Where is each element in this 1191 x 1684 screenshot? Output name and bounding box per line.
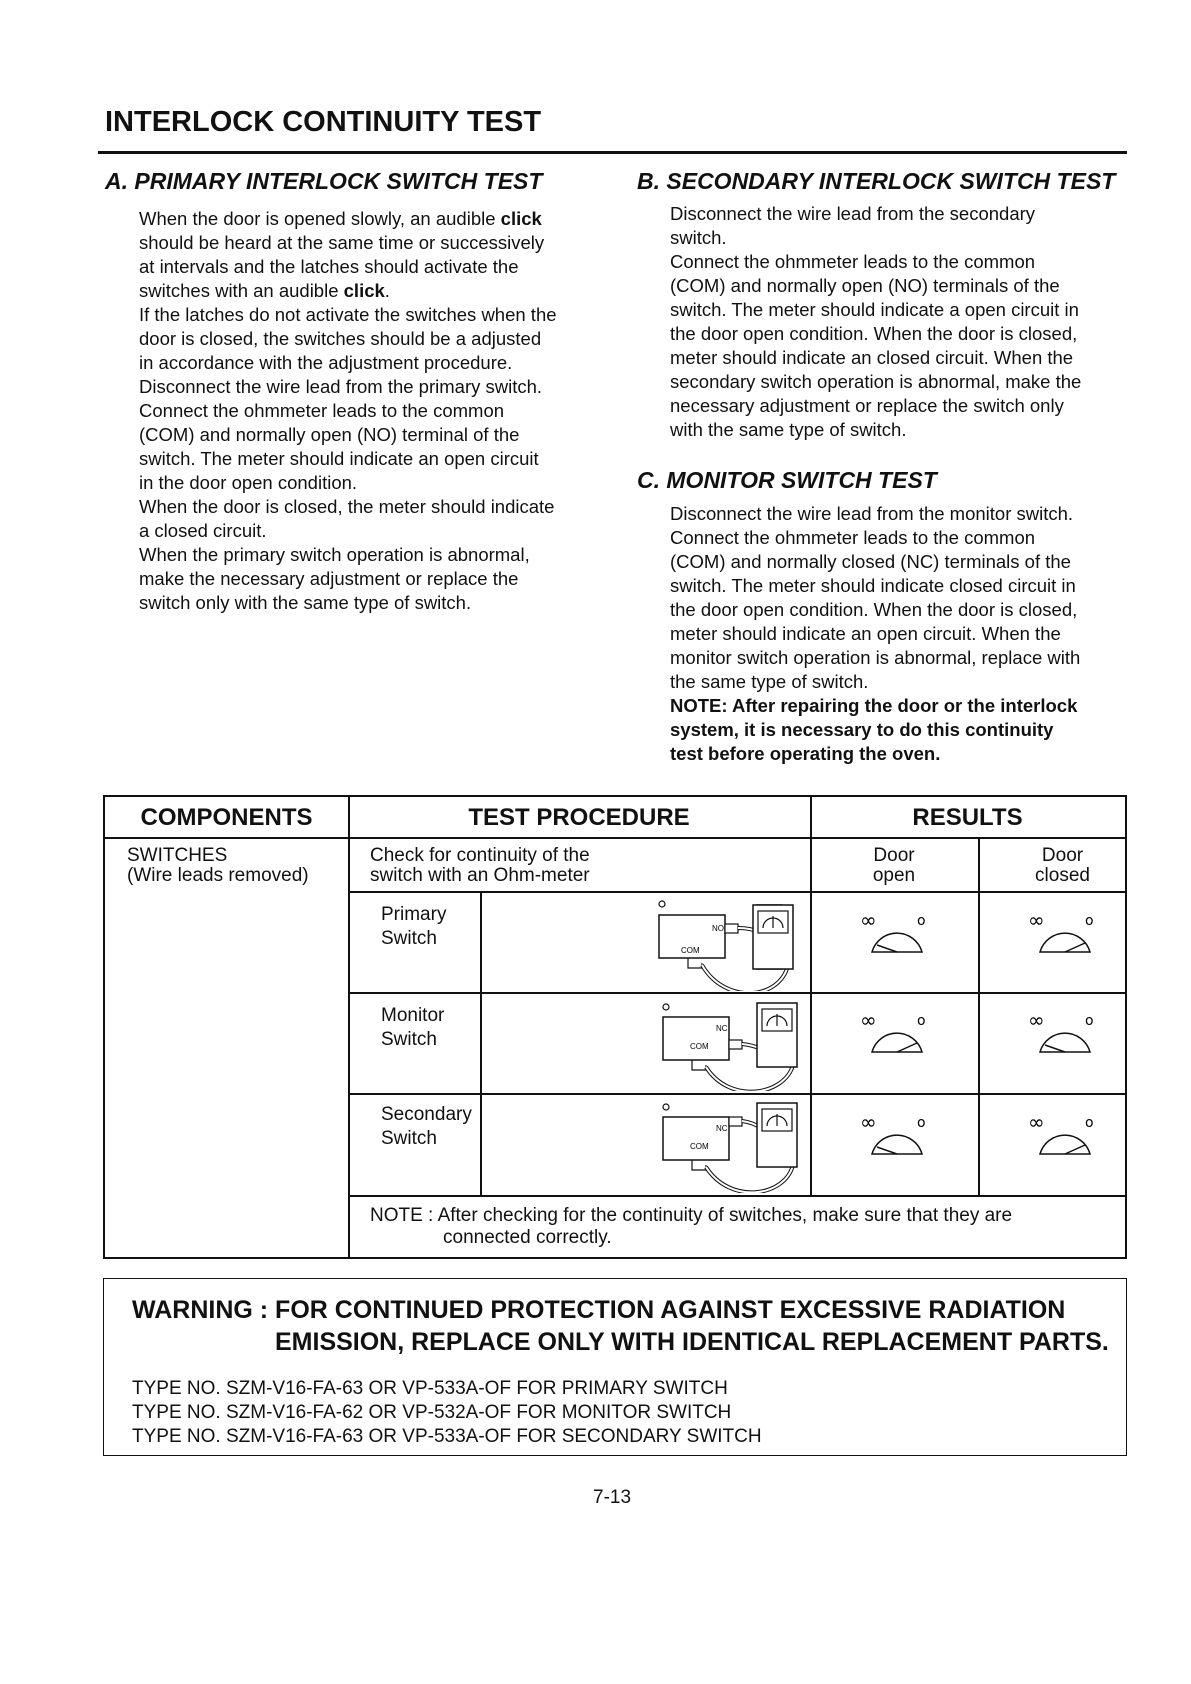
row-label-primary: Primary Switch (381, 904, 447, 949)
terminal-label: NO (712, 924, 724, 933)
com-label: COM (690, 1042, 709, 1051)
zero-label: o (917, 913, 926, 929)
page-number: 7-13 (593, 1487, 632, 1508)
section-c-line: Disconnect the wire lead from the monitor switch. (670, 503, 1074, 524)
section-a-line: switch. The meter should indicate an open circuit (139, 448, 539, 469)
terminal-label: NC (716, 1124, 728, 1133)
header-components: COMPONENTS (140, 804, 313, 831)
meter-reading-primary-open (850, 907, 940, 977)
infinity-label: ∞ (860, 908, 877, 932)
section-c-line: the door open condition. When the door is closed, (670, 599, 1078, 620)
section-a-line: When the primary switch operation is abnormal, (139, 544, 530, 565)
procedure-cell: Check for continuity of the switch with an Ohm-meter (370, 845, 590, 886)
section-a-line: When the door is closed, the meter should indicate (139, 496, 555, 517)
section-a-line: in the door open condition. (139, 472, 358, 493)
section-c-text (670, 502, 1130, 766)
section-b-text (670, 202, 1130, 442)
table-divider (480, 891, 482, 1196)
section-c-line: meter should indicate an open circuit. When the (670, 623, 1061, 644)
table-note: NOTE : After checking for the continuity of switches, make sure that they are connected correctly. (370, 1205, 1013, 1248)
table-divider (348, 891, 1125, 893)
part-type-item: TYPE NO. SZM-V16-FA-63 OR VP-533A-OF FOR SECONDARY SWITCH (132, 1426, 762, 1447)
row-label-secondary: Secondary Switch (381, 1104, 472, 1149)
result-col-door-open: Door open (872, 845, 916, 886)
section-b-line: Connect the ohmmeter leads to the common (670, 251, 1036, 272)
part-type-item: TYPE NO. SZM-V16-FA-62 OR VP-532A-OF FOR MONITOR SWITCH (132, 1402, 732, 1423)
section-a-line: switch only with the same type of switch. (139, 592, 472, 613)
section-a-text (139, 207, 609, 615)
section-a-line: (COM) and normally open (NO) terminal of the (139, 424, 520, 445)
section-c-line: Connect the ohmmeter leads to the common (670, 527, 1036, 548)
table-divider (348, 992, 1125, 994)
infinity-label: ∞ (1028, 1110, 1045, 1134)
warning-box (103, 1278, 1127, 1456)
page-title: INTERLOCK CONTINUITY TEST (105, 106, 542, 138)
infinity-label: ∞ (860, 1008, 877, 1032)
zero-label: o (917, 1013, 926, 1029)
row-label-monitor: Monitor Switch (381, 1005, 445, 1050)
meter-reading-monitor-open (850, 1007, 940, 1077)
section-b-line: with the same type of switch. (670, 419, 907, 440)
table-divider (348, 797, 350, 1257)
section-c-note: test before operating the oven. (670, 743, 941, 764)
meter-reading-monitor-closed (1018, 1007, 1108, 1077)
meter-reading-secondary-closed (1018, 1109, 1108, 1179)
section-c-line: (COM) and normally closed (NC) terminals of the (670, 551, 1071, 572)
section-b-title: B. SECONDARY INTERLOCK SWITCH TEST (637, 168, 1116, 194)
section-a-line: If the latches do not activate the switches when the (139, 304, 557, 325)
section-c-line: monitor switch operation is abnormal, replace with (670, 647, 1081, 668)
result-col-door-closed: Door closed (1035, 845, 1090, 886)
section-b-line: the door open condition. When the door is closed, (670, 323, 1078, 344)
title-rule (98, 151, 1127, 154)
infinity-label: ∞ (1028, 908, 1045, 932)
secondary-switch-wiring-diagram (545, 1097, 805, 1193)
section-a-line: switches with an audible click. (139, 280, 390, 301)
primary-switch-wiring-diagram (545, 895, 805, 991)
section-a-line: a closed circuit. (139, 520, 267, 541)
section-a-line: make the necessary adjustment or replace the (139, 568, 519, 589)
section-a-line: Disconnect the wire lead from the primary switch. (139, 376, 543, 397)
zero-label: o (917, 1115, 926, 1131)
warning-heading: WARNING : FOR CONTINUED PROTECTION AGAINST EXCESSIVE RADIATION EMISSION, REPLACE ONLY WITH IDENTICAL REPLACEMENT PARTS. (132, 1296, 1109, 1356)
table-divider (105, 837, 1125, 839)
infinity-label: ∞ (860, 1110, 877, 1134)
section-c-note: system, it is necessary to do this continuity (670, 719, 1054, 740)
part-type-list (132, 1377, 762, 1449)
meter-reading-secondary-open (850, 1109, 940, 1179)
section-b-line: switch. The meter should indicate a open circuit in (670, 299, 1079, 320)
infinity-label: ∞ (1028, 1008, 1045, 1032)
section-a-title: A. PRIMARY INTERLOCK SWITCH TEST (105, 168, 543, 194)
continuity-test-table (103, 795, 1127, 1259)
section-a-line: in accordance with the adjustment procedure. (139, 352, 513, 373)
section-a-line: door is closed, the switches should be a adjusted (139, 328, 542, 349)
section-b-line: Disconnect the wire lead from the secondary (670, 203, 1036, 224)
section-b-line: meter should indicate an closed circuit. When the (670, 347, 1074, 368)
section-a-line: at intervals and the latches should activate the (139, 256, 519, 277)
section-a-line: should be heard at the same time or successively (139, 232, 545, 253)
section-b-line: secondary switch operation is abnormal, make the (670, 371, 1082, 392)
section-a-line: When the door is opened slowly, an audible click (139, 208, 542, 229)
header-results: RESULTS (912, 804, 1023, 831)
section-b-line: (COM) and normally open (NO) terminals of the (670, 275, 1060, 296)
table-divider (348, 1093, 1125, 1095)
zero-label: o (1085, 1013, 1094, 1029)
section-c-title: C. MONITOR SWITCH TEST (637, 467, 937, 493)
component-cell: SWITCHES (Wire leads removed) (127, 845, 309, 886)
section-c-line: the same type of switch. (670, 671, 869, 692)
section-c-note: NOTE: After repairing the door or the interlock (670, 695, 1078, 716)
com-label: COM (690, 1142, 709, 1151)
meter-reading-primary-closed (1018, 907, 1108, 977)
section-c-line: switch. The meter should indicate closed circuit in (670, 575, 1076, 596)
header-test-procedure: TEST PROCEDURE (468, 804, 690, 831)
com-label: COM (681, 946, 700, 955)
section-b-line: necessary adjustment or replace the switch only (670, 395, 1064, 416)
section-a-line: Connect the ohmmeter leads to the common (139, 400, 505, 421)
monitor-switch-wiring-diagram (545, 995, 805, 1091)
part-type-item: TYPE NO. SZM-V16-FA-63 OR VP-533A-OF FOR PRIMARY SWITCH (132, 1378, 728, 1399)
zero-label: o (1085, 1115, 1094, 1131)
zero-label: o (1085, 913, 1094, 929)
terminal-label: NC (716, 1024, 728, 1033)
section-b-line: switch. (670, 227, 727, 248)
table-divider (348, 1195, 1125, 1197)
